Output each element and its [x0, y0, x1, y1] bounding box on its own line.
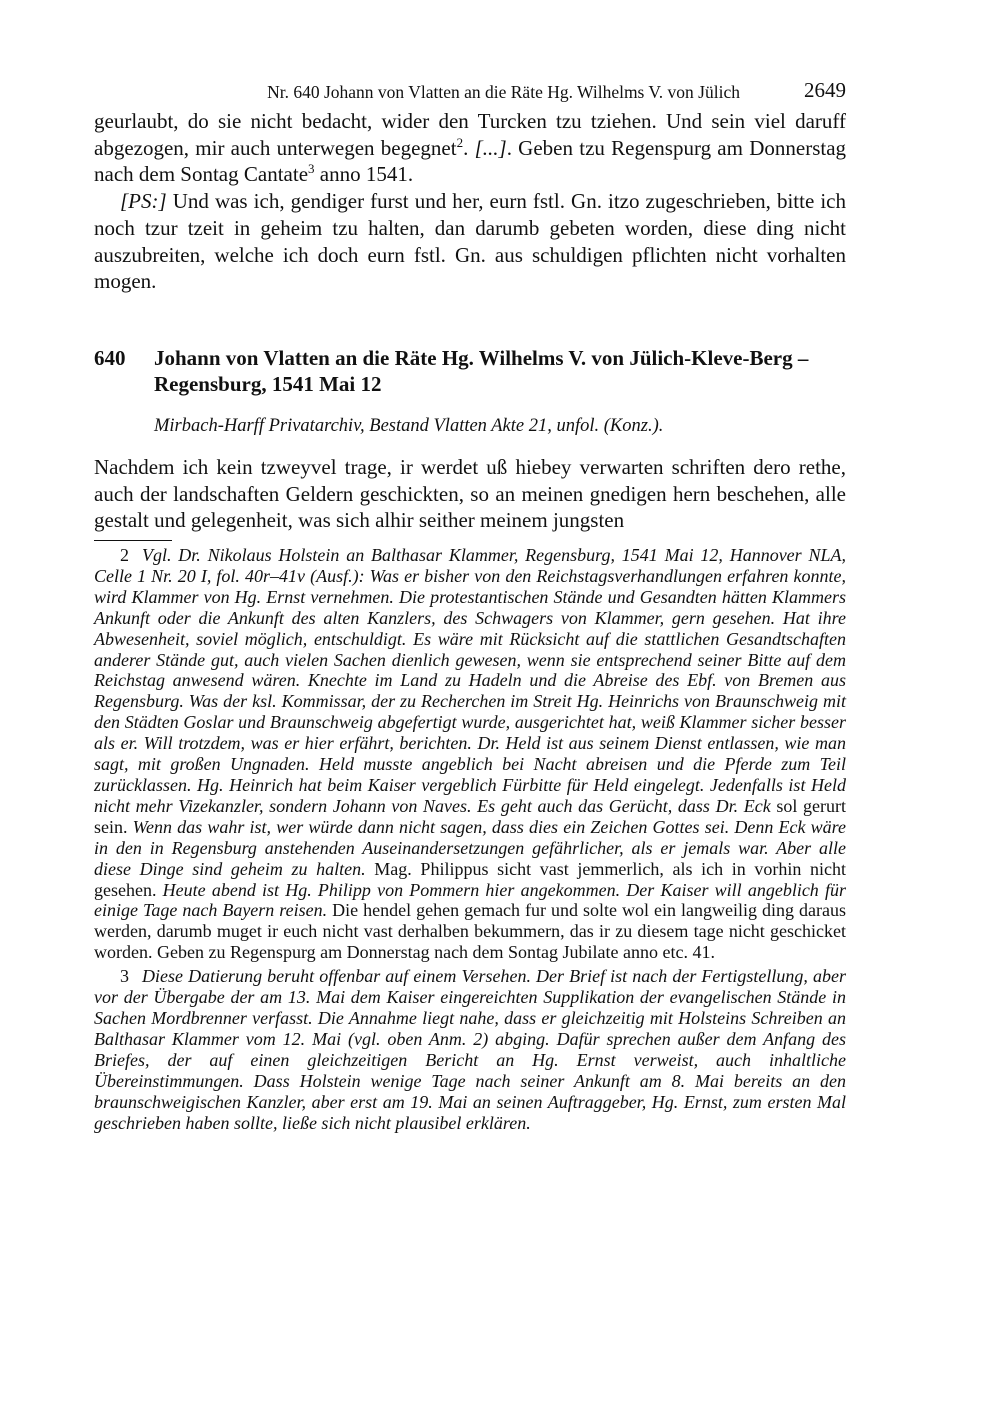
document-text	[94, 454, 846, 534]
footnote-2: 2 Vgl. Dr. Nikolaus Holstein an Balthasar Klammer, Regensburg, 1541 Mai 12, Hannover NLA, Celle 1 Nr. 20 I, fol. 40r–41v (Ausf.): Was er bisher von den Reichstagsverhandlungen erfahren konnte, wird Klammer von Hg. Ernst vernehmen. Die protestantischen Stände und Gesandten hätten Klammers Ankunft oder die Ankunft des alten Kanzlers, des Schwagers von Klammer, gern gesehen. Hat ihre Abwesenheit, soviel möglich, entschuldigt. Es wäre mit Rücksicht auf die stattlichen Gesandtschaften anderer Stände gut, auch vielen Sachen dienlich gewesen, wenn sie entsprechend seiner Bitte auf dem Reichstag anwesend wären. Knechte im Land zu Hadeln und die Abreise des Ebf. von Bremen aus Regensburg. Was der ksl. Kommissar, der zu Recherchen im Streit Hg. Heinrichs von Braunschweig mit den Städten Goslar und Braunschweig abgefertigt wurde, ausgerichtet hat, weiß Klammer sicher besser als er. Will trotzdem, was er hier erfährt, berichten. Dr. Held ist aus seinem Dienst entlassen, wie man sagt, mit großen Ungnaden. Held musste angeblich bei Nacht abreisen und die Pferde zum Teil zurücklassen. Hg. Heinrich hat beim Kaiser vergeblich Fürbitte für Held eingelegt. Jedenfalls ist Held nicht mehr Vizekanzler, sondern Johann von Naves. Es geht auch das Gerücht, dass Dr. Eck sol gerurt sein. Wenn das wahr ist, wer würde dann nicht sagen, dass dies ein Zeichen Gottes sei. Denn Eck wäre in den in Regensburg anstehenden Auseinandersetzungen gefährlicher, als er jemals war. Aber alle diese Dinge sind geheim zu halten. Mag. Philippus sicht vast jemmerlich, als ich in vorhin nicht gesehen. Heute abend ist Hg. Philipp von Pommern hier angekommen. Der Kaiser will angeblich für einige Tage nach Bayern reisen. Die hendel gehen gemach fur und solte wol ein langweilig ding daraus werden, darumb muget ir euch nicht vast derhalben bekummern, das ir zu diesem tage nicht geschicket worden. Geben zu Regenspurg am Donnerstag nach dem Sontag Jubilate anno etc. 41.	[94, 545, 847, 963]
postscript-label: [PS:]	[120, 189, 167, 214]
document-paragraph: Nachdem ich kein tzweyvel trage, ir werdet uß hiebey verwarten schriften dero rethe, auch der landschaften Geldern geschickten, so an meinen gnedigen hern beschehen, alle gestalt und gelegenheit, was sich alhir seither meinem jungsten	[94, 454, 846, 533]
postscript-paragraph: [PS:] Und was ich, gendiger furst und her, eurn fstl. Gn. itzo zugeschrieben, bitte ich noch tzur tzeit in geheim tzu halten, dan darumb gebeten worden, diese ding nicht auszubreiten, welche ich doch eurn fstl. Gn. aus schuldigen pflichten nicht vorhalten mogen.	[94, 189, 846, 294]
document-number: 640	[94, 345, 126, 370]
document-source: Mirbach-Harff Privatarchiv, Bestand Vlatten Akte 21, unfol. (Konz.).	[154, 415, 664, 436]
footnote-rule	[94, 540, 172, 541]
book-page	[94, 76, 846, 1133]
footnote-number: 2	[120, 545, 129, 566]
running-head-title: Nr. 640 Johann von Vlatten an die Räte Hg. Wilhelms V. von Jülich	[267, 82, 740, 102]
footnote-ref-2[interactable]: 2	[456, 134, 464, 150]
footnote-3: 3 Diese Datierung beruht offenbar auf einem Versehen. Der Brief ist nach der Fertigstellung, aber vor der Übergabe der am 13. Mai dem Kaiser eingereichten Supplikation der evangelischen Stände in Sachen Mordbrenner verfasst. Die Annahme liegt nahe, dass er gleichzeitig mit Holsteins Schreiben an Balthasar Klammer vom 12. Mai (vgl. oben Anm. 2) abging. Dafür sprechen außer dem Anfang des Briefes, der auf einen gleichzeitigen Bericht an Hg. Ernst verweist, auch inhaltliche Übereinstimmungen. Dass Holstein wenige Tage nach seiner Ankunft am 8. Mai bereits an den braunschweigischen Kanzler, aber erst am 19. Mai an seinen Auftraggeber, Hg. Ernst, zum ersten Mal geschrieben haben sollte, ließe sich nicht plausibel erklären.	[94, 966, 846, 1133]
footnote-ref-3[interactable]: 3	[308, 161, 315, 177]
page-number: 2649	[804, 78, 846, 102]
footnote-number: 3	[120, 966, 129, 987]
document-title: Johann von Vlatten an die Räte Hg. Wilhelms V. von Jülich-Kleve-Berg – Regensburg, 1541 Mai 12	[154, 345, 809, 396]
document-heading	[94, 345, 846, 397]
running-head	[94, 76, 846, 108]
continuation-paragraph: geurlaubt, do sie nicht bedacht, wider den Turcken tzu tziehen. Und sein viel daruff abgezogen, mir auch unterwegen begegnet$^2$. [...]. Geben tzu Regenspurg am Donnerstag nach dem Sontag Cantate$^3$ anno 1541.	[94, 109, 847, 187]
letter-continuation	[94, 108, 846, 295]
footnotes	[94, 545, 846, 1133]
